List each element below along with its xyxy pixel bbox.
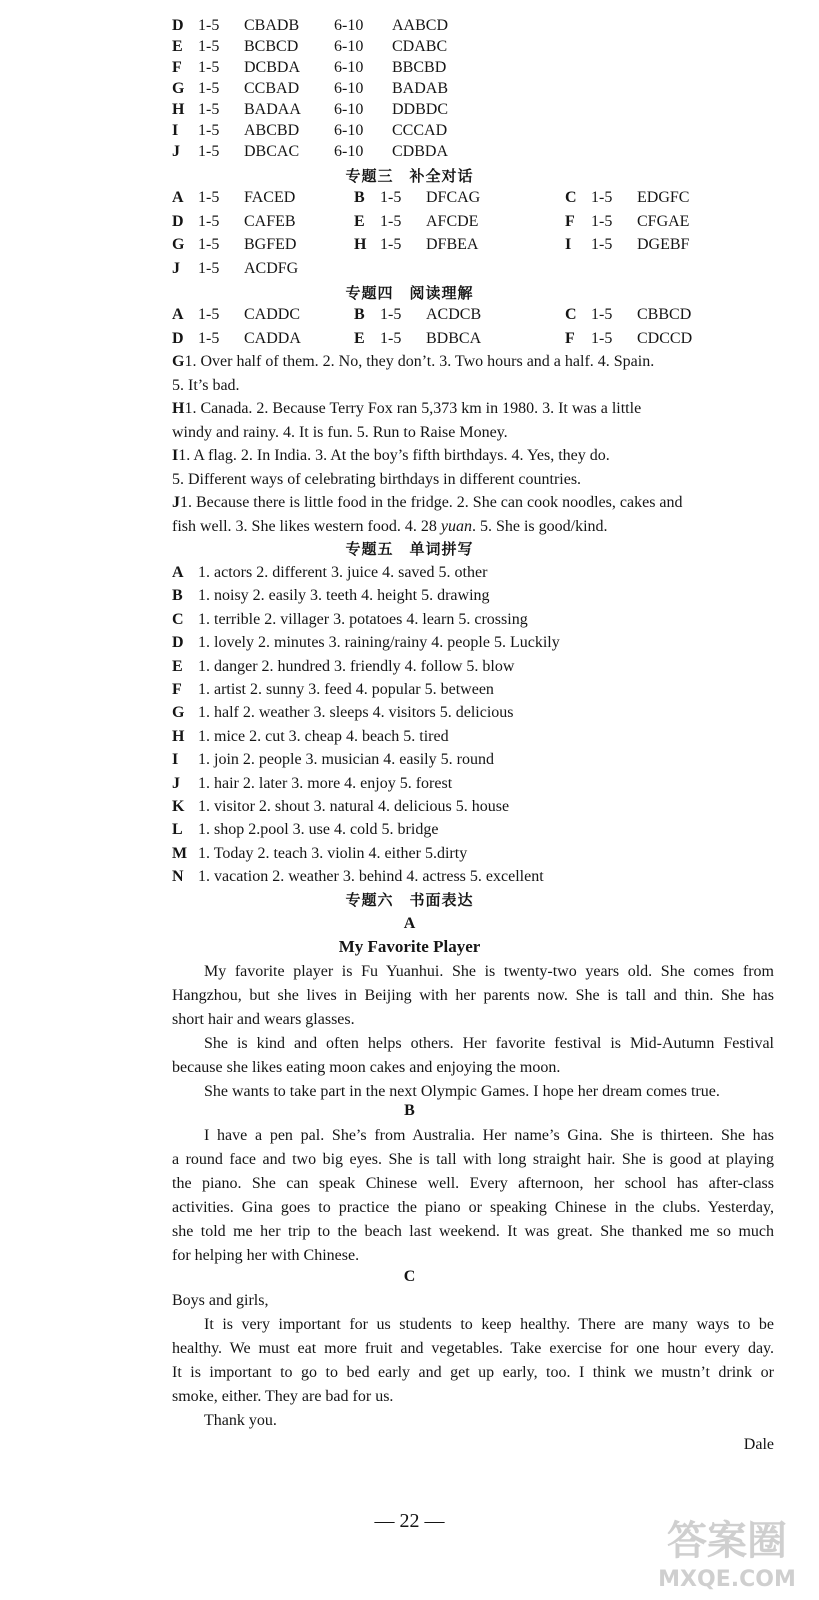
answer-string: BADAB xyxy=(392,80,449,97)
answer-row xyxy=(172,15,448,37)
answer-group xyxy=(565,328,692,350)
row-letter: C xyxy=(565,189,577,206)
row-letter: I xyxy=(565,236,572,253)
row-letter: F xyxy=(172,681,182,698)
answer-range: 1-5 xyxy=(591,236,613,253)
reading-answer-line xyxy=(172,516,608,538)
answer-row xyxy=(172,211,772,233)
answer-string: DFBEA xyxy=(426,236,479,253)
answer-range: 1-5 xyxy=(198,80,220,97)
answer-row xyxy=(172,36,447,58)
answer-string: CCBAD xyxy=(244,80,300,97)
essay-c-body xyxy=(172,1289,774,1433)
spelling-row xyxy=(172,609,528,631)
reading-answer-text: 1. Over half of them. 2. No, they don’t. 3. Two hours and a half. 4. Spain. xyxy=(184,353,655,370)
essay-a-label: A xyxy=(403,915,416,932)
answer-range: 1-5 xyxy=(198,236,220,253)
answer-group xyxy=(354,234,478,256)
essay-a-body xyxy=(172,960,774,1104)
answer-row xyxy=(172,120,447,142)
answer-row xyxy=(172,328,772,350)
answer-range: 6-10 xyxy=(334,38,364,55)
spelling-answers: 1. lovely 2. minutes 3. raining/rainy 4. people 5. Luckily xyxy=(198,634,560,652)
row-letter: L xyxy=(172,821,183,839)
row-letter: F xyxy=(565,329,575,347)
row-letter: G xyxy=(172,353,185,370)
row-letter: M xyxy=(172,844,188,862)
answer-range: 1-5 xyxy=(198,143,220,160)
answer-string: ACDFG xyxy=(244,259,299,277)
answer-string: BCBCD xyxy=(244,38,299,55)
section-4-title: 专题四 阅读理解 xyxy=(345,284,474,302)
row-letter: D xyxy=(172,212,184,230)
essay-b-body xyxy=(172,1124,774,1268)
row-letter: H xyxy=(354,236,367,253)
row-letter: D xyxy=(172,17,184,34)
answer-range: 1-5 xyxy=(380,236,402,253)
spelling-row xyxy=(172,796,509,818)
answer-string: BDBCA xyxy=(426,329,482,347)
reading-answer-text: 5. It’s bad. xyxy=(172,376,240,394)
spelling-answers: 1. half 2. weather 3. sleeps 4. visitors 5. delicious xyxy=(198,704,514,722)
reading-answer-line xyxy=(172,375,240,397)
spelling-answers: 1. hair 2. later 3. more 4. enjoy 5. forest xyxy=(198,774,453,792)
answer-row xyxy=(172,187,772,209)
answer-string: ABCBD xyxy=(244,122,300,139)
row-letter: F xyxy=(172,59,182,76)
page-number: — 22 — xyxy=(374,1510,445,1532)
answer-range: 6-10 xyxy=(334,122,364,139)
answer-range: 1-5 xyxy=(198,17,220,34)
answer-group xyxy=(172,258,298,280)
answer-row xyxy=(172,234,772,256)
row-letter: N xyxy=(172,868,184,886)
watermark-logo xyxy=(637,1504,807,1594)
spelling-answers: 1. shop 2.pool 3. use 4. cold 5. bridge xyxy=(198,821,439,839)
row-letter: I xyxy=(172,447,179,464)
spelling-answers: 1. Today 2. teach 3. violin 4. either 5.dirty xyxy=(198,844,468,862)
essay-greeting: Boys and girls, xyxy=(172,1292,269,1309)
row-letter: A xyxy=(172,306,184,323)
essay-line: She is kind and often helps others. Her favorite festival is Mid-Autumn Festival xyxy=(204,1035,774,1052)
spelling-answers: 1. actors 2. different 3. juice 4. saved 5. other xyxy=(198,564,488,581)
answer-string: CADDC xyxy=(244,306,301,323)
answer-range: 6-10 xyxy=(334,143,364,160)
spelling-row xyxy=(172,866,544,888)
answer-range: 1-5 xyxy=(380,189,402,206)
essay-line: smoke, either. They are bad for us. xyxy=(172,1388,394,1405)
answer-range: 1-5 xyxy=(198,329,220,347)
spelling-row xyxy=(172,702,514,724)
spelling-row xyxy=(172,749,494,771)
answer-group xyxy=(565,234,689,256)
answer-string: EDGFC xyxy=(637,189,690,206)
answer-range: 6-10 xyxy=(334,101,364,118)
essay-line: a round face and two big eyes. She is tall with long straight hair. She is good at playing xyxy=(172,1151,774,1168)
section-3-title: 专题三 补全对话 xyxy=(345,167,474,185)
row-letter: E xyxy=(172,38,183,55)
essay-line: short hair and wears glasses. xyxy=(172,1011,355,1028)
answer-row xyxy=(172,78,448,100)
answer-group xyxy=(354,304,481,326)
essay-line: healthy. We must eat more fruit and vegetables. Take exercise for one hour every day. xyxy=(172,1340,774,1357)
essay-b-label: B xyxy=(404,1102,415,1119)
spelling-row xyxy=(172,656,514,678)
italic-word: yuan xyxy=(440,517,472,535)
answer-string: CBBCD xyxy=(637,306,692,323)
essay-line: activities. Gina goes to practice the piano or speaking Chinese in the clubs. Yesterday, xyxy=(172,1199,774,1216)
answer-string: BBCBD xyxy=(392,59,447,76)
reading-answer-line xyxy=(172,351,654,373)
answer-group xyxy=(565,187,689,209)
spelling-row xyxy=(172,726,449,748)
answer-group xyxy=(172,234,296,256)
answer-group xyxy=(172,187,295,209)
reading-answer-line xyxy=(172,422,508,444)
spelling-row xyxy=(172,585,490,607)
spelling-answers: 1. artist 2. sunny 3. feed 4. popular 5. between xyxy=(198,681,494,698)
answer-string: DCBDA xyxy=(244,59,301,76)
essay-c-label: C xyxy=(403,1268,416,1285)
row-letter: C xyxy=(172,610,184,628)
answer-string: BADAA xyxy=(244,101,301,118)
reading-answer-text: 1. A flag. 2. In India. 3. At the boy’s fifth birthdays. 4. Yes, they do. xyxy=(178,447,610,464)
spelling-answers: 1. mice 2. cut 3. cheap 4. beach 5. tired xyxy=(198,727,449,745)
spelling-row xyxy=(172,773,452,795)
answer-string: BGFED xyxy=(244,236,297,253)
row-letter: B xyxy=(354,189,365,206)
answer-range: 1-5 xyxy=(198,212,220,230)
row-letter: H xyxy=(172,727,185,745)
row-letter: J xyxy=(172,774,180,792)
spelling-answers: 1. join 2. people 3. musician 4. easily 5. round xyxy=(198,751,494,769)
watermark-line1: 答案圈 xyxy=(667,1518,787,1564)
row-letter: K xyxy=(172,798,185,815)
answer-range: 6-10 xyxy=(334,17,364,34)
spelling-answers: 1. vacation 2. weather 3. behind 4. actress 5. excellent xyxy=(198,868,544,886)
row-letter: D xyxy=(172,634,184,652)
row-letter: E xyxy=(354,329,365,347)
essay-line: I have a pen pal. She’s from Australia. Her name’s Gina. She is thirteen. She has xyxy=(204,1127,774,1144)
answer-string: CAFEB xyxy=(244,212,296,230)
spelling-row xyxy=(172,632,560,654)
essay-line: It is very important for us students to keep healthy. There are many ways to be xyxy=(204,1316,774,1333)
spelling-answers: 1. noisy 2. easily 3. teeth 4. height 5. drawing xyxy=(198,587,490,605)
row-letter: C xyxy=(565,306,577,323)
essay-line: for helping her with Chinese. xyxy=(172,1247,360,1264)
essay-line: Hangzhou, but she lives in Beijing with her parents now. She is tall and thin. She has xyxy=(172,987,774,1004)
spelling-answers: 1. visitor 2. shout 3. natural 4. delicious 5. house xyxy=(198,798,510,815)
answer-range: 6-10 xyxy=(334,80,364,97)
essay-signature: Dale xyxy=(743,1436,774,1453)
answer-group xyxy=(172,328,301,350)
row-letter: G xyxy=(172,704,185,722)
reading-answer-text: 5. Different ways of celebrating birthdays in different countries. xyxy=(172,470,582,488)
answer-string: CBADB xyxy=(244,17,300,34)
answer-range: 1-5 xyxy=(380,212,402,230)
essay-line: It is important to go to bed early and get up early, too. I think we mustn’t drink or xyxy=(172,1364,774,1381)
answer-string: CFGAE xyxy=(637,212,690,230)
answer-group xyxy=(354,211,478,233)
answer-group xyxy=(354,328,481,350)
reading-answer-line xyxy=(172,469,581,491)
reading-answer-line xyxy=(172,492,683,514)
answer-range: 1-5 xyxy=(198,38,220,55)
essay-closing: Thank you. xyxy=(204,1412,277,1429)
answer-range: 1-5 xyxy=(380,329,402,347)
row-letter: H xyxy=(172,101,185,118)
answer-string: CDBDA xyxy=(392,143,449,160)
reading-answer-line xyxy=(172,398,641,420)
answer-string: DFCAG xyxy=(426,189,481,206)
row-letter: B xyxy=(354,306,365,323)
row-letter: D xyxy=(172,329,184,347)
essay-line: She wants to take part in the next Olympic Games. I hope her dream comes true. xyxy=(204,1083,720,1100)
answer-row xyxy=(172,141,448,163)
row-letter: E xyxy=(354,212,365,230)
answer-row xyxy=(172,57,446,79)
answer-range: 1-5 xyxy=(591,306,613,323)
answer-string: DGEBF xyxy=(637,236,690,253)
answer-row xyxy=(172,304,772,326)
spelling-answers: 1. danger 2. hundred 3. friendly 4. follow 5. blow xyxy=(198,657,515,675)
row-letter: I xyxy=(172,122,179,139)
answer-string: CCCAD xyxy=(392,122,448,139)
answer-string: CDABC xyxy=(392,38,448,55)
answer-range: 1-5 xyxy=(380,306,402,323)
essay-line: My favorite player is Fu Yuanhui. She is twenty-two years old. She comes from xyxy=(204,963,774,980)
spelling-row xyxy=(172,562,487,584)
answer-group xyxy=(565,211,689,233)
answer-group xyxy=(172,304,300,326)
answer-range: 1-5 xyxy=(198,189,220,206)
essay-a-title: My Favorite Player xyxy=(338,937,481,956)
spelling-row xyxy=(172,843,467,865)
row-letter: J xyxy=(172,494,180,511)
answer-row xyxy=(172,99,448,121)
row-letter: B xyxy=(172,587,183,605)
row-letter: J xyxy=(172,143,180,160)
answer-string: DDBDC xyxy=(392,101,449,118)
answer-range: 1-5 xyxy=(198,101,220,118)
reading-answer-text: fish well. 3. She likes western food. 4. 28 yuan. 5. She is good/kind. xyxy=(172,517,608,535)
answer-range: 1-5 xyxy=(198,259,220,277)
answer-range: 1-5 xyxy=(198,306,220,323)
row-letter: F xyxy=(565,212,575,230)
answer-range: 6-10 xyxy=(334,59,364,76)
answer-string: ACDCB xyxy=(426,306,482,323)
row-letter: I xyxy=(172,751,179,769)
answer-string: DBCAC xyxy=(244,143,300,160)
watermark-line2: MXQE.COM xyxy=(658,1567,796,1592)
section-5-title: 专题五 单词拼写 xyxy=(345,540,474,558)
row-letter: J xyxy=(172,259,180,277)
answer-group xyxy=(354,187,480,209)
answer-range: 1-5 xyxy=(591,189,613,206)
spelling-answers: 1. terrible 2. villager 3. potatoes 4. learn 5. crossing xyxy=(198,610,528,628)
row-letter: A xyxy=(172,564,184,581)
answer-string: CADDA xyxy=(244,329,301,347)
essay-line: because she likes eating moon cakes and enjoying the moon. xyxy=(172,1059,561,1076)
reading-answer-text: 1. Because there is little food in the fridge. 2. She can cook noodles, cakes and xyxy=(180,494,683,511)
row-letter: H xyxy=(172,400,185,417)
answer-range: 1-5 xyxy=(591,329,613,347)
row-letter: G xyxy=(172,236,185,253)
row-letter: G xyxy=(172,80,185,97)
answer-range: 1-5 xyxy=(591,212,613,230)
answer-range: 1-5 xyxy=(198,122,220,139)
row-letter: E xyxy=(172,657,183,675)
reading-answer-text: windy and rainy. 4. It is fun. 5. Run to Raise Money. xyxy=(172,423,508,441)
row-letter: A xyxy=(172,189,184,206)
reading-answer-line xyxy=(172,445,610,467)
answer-group xyxy=(565,304,691,326)
answer-string: CDCCD xyxy=(637,329,693,347)
answer-string: AFCDE xyxy=(426,212,479,230)
spelling-row xyxy=(172,819,438,841)
essay-line: the piano. She can speak Chinese well. Every afternoon, her school has after-class xyxy=(172,1175,774,1192)
essay-line: she told me her trip to the beach last weekend. It was great. She thanked me so much xyxy=(172,1223,774,1240)
answer-row xyxy=(172,258,772,280)
answer-group xyxy=(172,211,296,233)
reading-answer-text: 1. Canada. 2. Because Terry Fox ran 5,373 km in 1980. 3. It was a little xyxy=(184,400,642,417)
spelling-row xyxy=(172,679,494,701)
answer-string: FACED xyxy=(244,189,296,206)
answer-range: 1-5 xyxy=(198,59,220,76)
answer-string: AABCD xyxy=(392,17,449,34)
section-6-title: 专题六 书面表达 xyxy=(345,891,474,909)
